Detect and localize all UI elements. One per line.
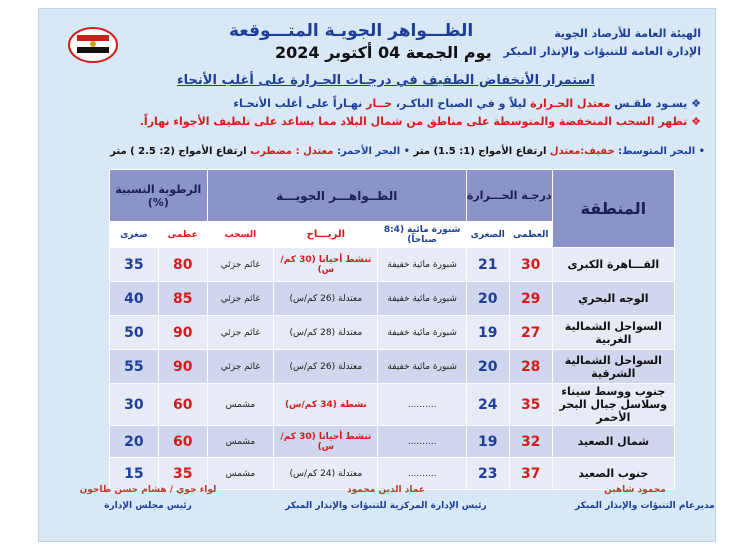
med-sea-label: البحر المتوسط: xyxy=(618,146,696,157)
fog-cell: شبورة مائية خفيفة xyxy=(378,350,466,384)
forecast-table xyxy=(109,169,675,490)
hum-max-cell: 35 xyxy=(158,458,207,490)
bullet-2-text: تظهر السحب المنخفضة والمتوسطة على مناطق من شمال البلاد مما يساعد على تلطيف الأجواء نهاراً. xyxy=(139,115,688,128)
hum-max-cell: 60 xyxy=(158,426,207,458)
wind-cell: معتدلة (24 كم/س) xyxy=(274,458,378,490)
hum-min-cell: 15 xyxy=(110,458,159,490)
meteorological-authority-logo xyxy=(67,25,119,65)
region-cell: القـــاهرة الكبرى xyxy=(552,248,674,282)
red-sea-waves: ارتفاع الأمواج (2: 2.5 ) متر xyxy=(110,146,251,157)
tmax-cell: 32 xyxy=(509,426,552,458)
hum-min-cell: 50 xyxy=(110,316,159,350)
bullet-icon: ❖ xyxy=(687,97,701,110)
forecast-date: يوم الجمعة 04 أكتوبر 2024 xyxy=(275,43,492,62)
hum-max-cell: 90 xyxy=(158,316,207,350)
org-name: الهيئة العامة للأرصاد الجوية xyxy=(554,27,701,40)
fog-header: شبورة مائية (8:4 صباحاً) xyxy=(378,222,466,248)
wind-cell: معتدلة (26 كم/س) xyxy=(274,282,378,316)
table-row xyxy=(110,282,675,316)
tmax-cell: 30 xyxy=(509,248,552,282)
page-title: الظـــواهر الجويـة المتـــوقعة xyxy=(229,21,474,41)
weather-header: الظــواهـــر الجويـــة xyxy=(207,170,466,222)
wind-cell: معتدلة (28 كم/س) xyxy=(274,316,378,350)
region-header: المنطقة xyxy=(552,170,674,248)
clouds-cell: مشمس xyxy=(207,458,274,490)
wind-cell: معتدلة (26 كم/س) xyxy=(274,350,378,384)
forecast-sheet xyxy=(38,8,716,542)
fog-cell: .......... xyxy=(378,384,466,426)
clouds-header: السحب xyxy=(207,222,274,248)
bullet-1 xyxy=(233,97,701,110)
sea-state-line xyxy=(110,146,705,157)
table-row xyxy=(110,248,675,282)
fog-cell: شبورة مائية خفيفة xyxy=(378,316,466,350)
hum-min-cell: 30 xyxy=(110,384,159,426)
tmin-cell: 19 xyxy=(466,316,509,350)
bullet-icon: ❖ xyxy=(687,115,701,128)
red-sea-label: البحر الأحمر: xyxy=(336,146,401,157)
fog-cell: .......... xyxy=(378,426,466,458)
red-sea-state: معتدل : مضطرب xyxy=(250,146,337,157)
region-cell: الوجه البحري xyxy=(552,282,674,316)
headline: استمرار الأنخفاض الطفيف في درجـات الحـرارة على أغلب الأنحاء xyxy=(177,73,595,88)
signature-2 xyxy=(271,485,501,511)
clouds-cell: مشمس xyxy=(207,426,274,458)
tmin-header: الصغرى xyxy=(466,222,509,248)
hum-max-cell: 80 xyxy=(158,248,207,282)
region-cell: شمال الصعيد xyxy=(552,426,674,458)
signature-2-role: رئيس الإدارة المركزية للتنبؤات والإنذار المبكر xyxy=(285,501,487,511)
wind-cell: تنشط أحيانا (30 كم/س) xyxy=(274,248,378,282)
hum-min-cell: 40 xyxy=(110,282,159,316)
tmin-cell: 19 xyxy=(466,426,509,458)
hum-max-header: عظمى xyxy=(158,222,207,248)
signature-1-name: محمود شاهين xyxy=(604,485,666,495)
bullet-1-part-e: نهـاراً على أغلب الأنحـاء xyxy=(233,97,367,110)
tmax-header: العظمى xyxy=(509,222,552,248)
bullet-1-part-c: ليلاً و في الصباح الباكـر، xyxy=(392,97,531,110)
wind-cell: نشطة (34 كم/س) xyxy=(274,384,378,426)
region-cell: السواحل الشمالية الشرقية xyxy=(552,350,674,384)
clouds-cell: غائم جزئي xyxy=(207,350,274,384)
clouds-cell: مشمس xyxy=(207,384,274,426)
tmin-cell: 20 xyxy=(466,282,509,316)
region-cell: جنوب الصعيد xyxy=(552,458,674,490)
bullet-2 xyxy=(140,115,701,128)
org-department: الإدارة العامة للتنبؤات والإنذار المبكر xyxy=(503,45,701,58)
table-row xyxy=(110,426,675,458)
wind-cell: تنشط أحيانا (30 كم/س) xyxy=(274,426,378,458)
fog-cell: شبورة مائية خفيفة xyxy=(378,248,466,282)
tmax-cell: 37 xyxy=(509,458,552,490)
hum-min-cell: 20 xyxy=(110,426,159,458)
tmin-cell: 23 xyxy=(466,458,509,490)
tmin-cell: 21 xyxy=(466,248,509,282)
tmax-cell: 29 xyxy=(509,282,552,316)
clouds-cell: غائم جزئي xyxy=(207,248,274,282)
table-row xyxy=(110,316,675,350)
fog-cell: شبورة مائية خفيفة xyxy=(378,282,466,316)
tmax-cell: 35 xyxy=(509,384,552,426)
wind-header: الريـــاح xyxy=(274,222,378,248)
med-sea-state: خفيف:معتدل xyxy=(549,146,619,157)
signature-3-name: لواء جوي / هشام حسن طاحون xyxy=(79,485,217,495)
hum-max-cell: 60 xyxy=(158,384,207,426)
fog-cell: .......... xyxy=(378,458,466,490)
hum-min-header: صغرى xyxy=(110,222,159,248)
temp-header: درجـة الحـــرارة xyxy=(466,170,552,222)
bullet-icon: • xyxy=(695,146,705,157)
signature-3-role: رئيس مجلس الإدارة xyxy=(104,501,192,511)
humidity-header: الرطوبة النسبية (%) xyxy=(110,170,208,222)
bullet-1-part-d: حــار xyxy=(366,97,393,110)
med-sea-waves: ارتفاع الأمواج (1: 1.5) متر xyxy=(413,146,550,157)
hum-max-cell: 85 xyxy=(158,282,207,316)
region-cell: السواحل الشمالية الغربية xyxy=(552,316,674,350)
bullet-1-part-b: معتدل الحـرارة xyxy=(530,97,611,110)
clouds-cell: غائم جزئي xyxy=(207,282,274,316)
tmin-cell: 24 xyxy=(466,384,509,426)
hum-min-cell: 35 xyxy=(110,248,159,282)
bullet-1-part-a: يسـود طقـس xyxy=(610,97,688,110)
hum-max-cell: 90 xyxy=(158,350,207,384)
hum-min-cell: 55 xyxy=(110,350,159,384)
bullet-icon: • xyxy=(400,146,410,157)
tmin-cell: 20 xyxy=(466,350,509,384)
region-cell: جنوب ووسط سيناء وسلاسل جبال البحر الأحمر xyxy=(552,384,674,426)
signature-1-role: مديرعام التنبؤات والإنذار المبكر xyxy=(575,501,715,511)
signature-1 xyxy=(575,485,715,511)
table-row xyxy=(110,384,675,426)
tmax-cell: 28 xyxy=(509,350,552,384)
tmax-cell: 27 xyxy=(509,316,552,350)
signature-2-name: عماد الدين محمود xyxy=(347,485,425,495)
signature-3 xyxy=(73,485,223,511)
table-row xyxy=(110,350,675,384)
clouds-cell: غائم جزئي xyxy=(207,316,274,350)
